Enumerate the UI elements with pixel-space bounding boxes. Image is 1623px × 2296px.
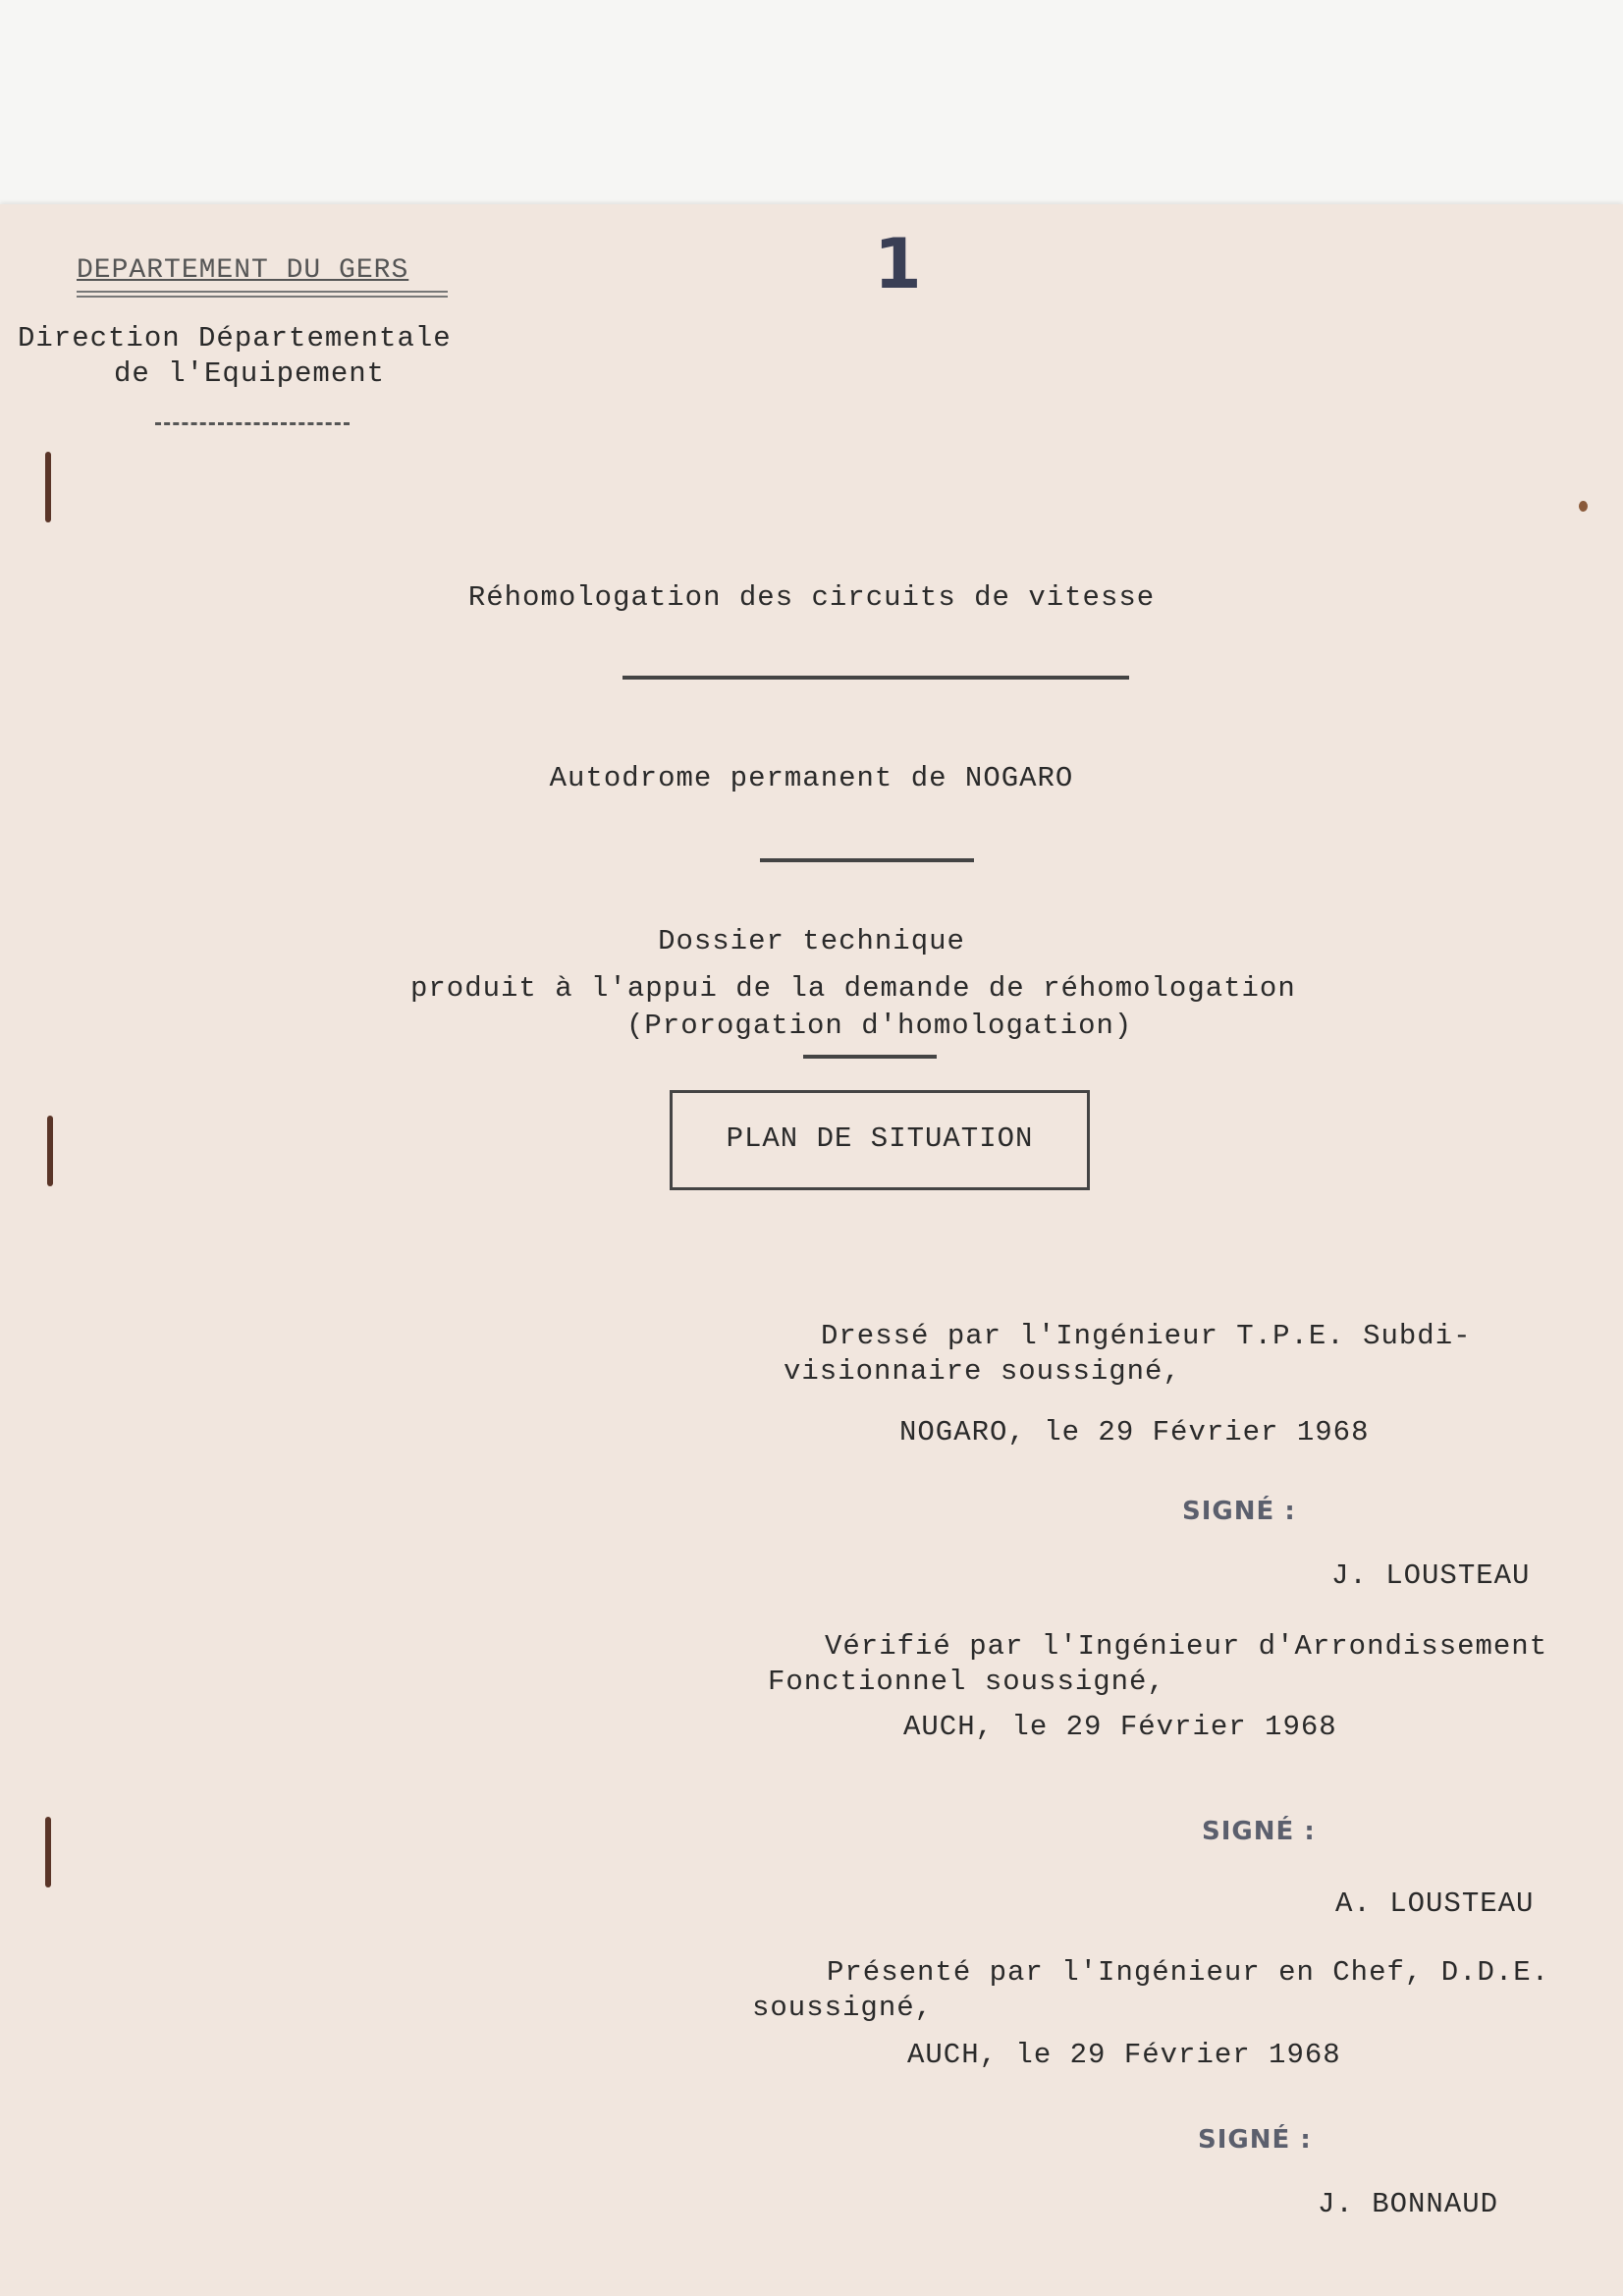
direction-divider — [155, 422, 350, 425]
department-underline — [77, 291, 448, 298]
title-divider-3 — [803, 1055, 937, 1059]
plan-de-situation-box — [670, 1090, 1090, 1190]
block3-place-date: AUCH, le 29 Février 1968 — [907, 2039, 1341, 2071]
title-line-5: (Prorogation d'homologation) — [626, 1010, 1133, 1042]
block1-signatory-name: J. LOUSTEAU — [1331, 1559, 1531, 1592]
block3-signed-stamp: SIGNÉ : — [1198, 2125, 1312, 2155]
binding-staple-top — [45, 452, 51, 522]
binding-staple-middle — [47, 1116, 53, 1186]
block3-line-1: Présenté par l'Ingénieur en Chef, D.D.E. — [827, 1956, 1550, 1989]
block2-signatory-name: A. LOUSTEAU — [1335, 1887, 1535, 1920]
title-divider-2 — [760, 858, 974, 862]
block1-line-1: Dressé par l'Ingénieur T.P.E. Subdi- — [821, 1320, 1472, 1352]
title-divider-1 — [622, 676, 1129, 680]
plan-de-situation-label: PLAN DE SITUATION — [726, 1122, 1034, 1155]
title-line-4: produit à l'appui de la demande de réhomologation — [410, 972, 1296, 1005]
block1-signed-stamp: SIGNÉ : — [1182, 1497, 1296, 1526]
block2-signed-stamp: SIGNÉ : — [1202, 1817, 1316, 1846]
binding-staple-bottom — [45, 1817, 51, 1887]
block1-place-date: NOGARO, le 29 Février 1968 — [899, 1416, 1370, 1449]
block3-signatory-name: J. BONNAUD — [1318, 2188, 1499, 2220]
block3-line-2: soussigné, — [752, 1992, 934, 2024]
document-sheet — [0, 204, 1623, 2296]
page-number: 1 — [874, 224, 922, 304]
block2-line-1: Vérifié par l'Ingénieur d'Arrondissement — [825, 1630, 1548, 1663]
title-line-2: Autodrome permanent de NOGARO — [549, 762, 1074, 794]
paper-mark — [1579, 501, 1588, 512]
department-heading: DEPARTEMENT DU GERS — [77, 255, 409, 286]
block1-line-2: visionnaire soussigné, — [784, 1355, 1181, 1388]
title-line-1: Réhomologation des circuits de vitesse — [467, 581, 1156, 614]
block2-place-date: AUCH, le 29 Février 1968 — [903, 1711, 1337, 1743]
title-line-3: Dossier technique — [658, 925, 965, 957]
direction-line-2: de l'Equipement — [114, 357, 386, 390]
direction-line-1: Direction Départementale — [18, 322, 452, 355]
block2-line-2: Fonctionnel soussigné, — [768, 1666, 1165, 1698]
